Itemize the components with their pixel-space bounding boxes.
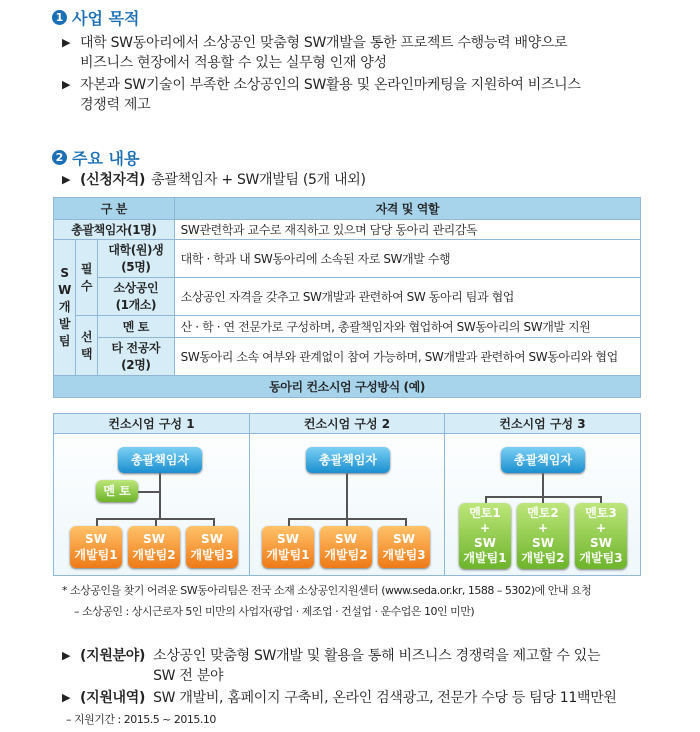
support-detail-bullet (62, 688, 692, 708)
purpose-bullet-2 (62, 75, 682, 115)
team-vertical-label: S W 개 발 팀 (54, 240, 76, 376)
support-field-line1: 소상공인 맞춤형 SW개발 및 활용을 통해 비즈니스 경쟁력을 제고할 수 있는 (153, 648, 601, 664)
connector-line (405, 518, 407, 526)
dev-team-box (262, 526, 314, 568)
team-line: SW (201, 532, 223, 546)
student-desc: 대학 · 학과 내 SW동아리에 소속된 자로 SW개발 수행 (174, 240, 640, 278)
other-major-label (98, 338, 175, 376)
purpose-bullet-1 (62, 33, 682, 73)
team-line: 개발팀3 (382, 548, 426, 562)
support-field-label: (지원분야) (80, 648, 146, 664)
bullet-line: 비즈니스 현장에서 적용할 수 있는 실무형 인재 양성 (80, 55, 387, 71)
mentor-team-box (459, 503, 511, 569)
student-label (98, 240, 175, 278)
connector-line (159, 472, 161, 519)
eligibility-bullet (62, 170, 682, 190)
leader-box: 총괄책임자 (501, 447, 585, 473)
consortium-title: 컨소시엄 구성 2 (250, 414, 444, 434)
team-line: SW (393, 532, 415, 546)
eligibility-text: 총괄책임자 + SW개발팀 (5개 내외) (151, 172, 366, 188)
support-field-bullet (62, 646, 692, 686)
team-line: SW (335, 532, 357, 546)
team-line: SW (590, 536, 612, 550)
team-line: + (537, 521, 549, 535)
team-line: + (595, 521, 607, 535)
bullet-line: 자본과 SW기술이 부족한 소상공인의 SW활용 및 온라인마케팅을 지원하여 비즈니스 (80, 77, 581, 93)
number-badge: 1 (52, 10, 67, 25)
mentor-label: 멘 토 (98, 316, 175, 338)
other-label-line1: 타 전공자 (111, 340, 161, 355)
mentor-team-box (517, 503, 569, 569)
manager-label: 총괄책임자(1명) (54, 220, 175, 240)
note-star: * 소상공인을 찾기 어려운 SW동아리팀은 전국 소재 소상공인지원센터 (www.seda.or.kr, 1588 – 5302)에 안내 요청 (62, 584, 592, 597)
support-detail-text: SW 개발비, 홈페이지 구축비, 온라인 검색광고, 전문가 수당 등 팀당 11백만원 (153, 690, 617, 706)
consortium-title: 컨소시엄 구성 1 (54, 414, 249, 434)
team-line: 개발팀3 (190, 548, 234, 562)
required-vertical-label: 필 수 (76, 240, 98, 316)
consortium-title: 컨소시엄 구성 3 (445, 414, 640, 434)
number-badge: 2 (52, 150, 67, 165)
section-2-heading: 주요 내용 (72, 149, 140, 168)
connector-line (213, 518, 215, 526)
team-line: SW (143, 532, 165, 546)
consortium-header: 동아리 컨소시엄 구성방식 (예) (54, 376, 641, 398)
team-line: 개발팀2 (132, 548, 176, 562)
mentor-box: 멘 토 (96, 480, 138, 502)
connector-line (288, 518, 290, 526)
merchant-label-line2: (1개소) (115, 297, 157, 312)
team-line: SW (277, 532, 299, 546)
team-line: 개발팀3 (579, 551, 623, 565)
dev-team-box (128, 526, 180, 568)
support-period: – 지원기간 : 2015.5 ~ 2015.10 (66, 713, 216, 726)
team-line: 개발팀1 (463, 551, 507, 565)
dev-team-box (70, 526, 122, 568)
triangle-bullet-icon: ▶ (62, 36, 71, 49)
manager-desc: SW관련학과 교수로 재직하고 있으며 담당 동아리 관리감독 (174, 220, 640, 240)
team-line: 멘토2 (527, 506, 559, 520)
mentor-team-box (575, 503, 627, 569)
team-line: 개발팀1 (74, 548, 118, 562)
mentor-desc: 산 · 학 · 연 전문가로 구성하며, 총괄책임자와 협업하여 SW동아리의 SW개발 지원 (174, 316, 640, 338)
merchant-label-line1: 소상공인 (113, 280, 159, 295)
team-line: SW (474, 536, 496, 550)
merchant-label (98, 278, 175, 316)
student-label-line2: (5명) (121, 259, 151, 274)
team-line: 개발팀1 (266, 548, 310, 562)
consortium-panel-3 (444, 413, 641, 576)
consortium-panel-2 (249, 413, 445, 576)
team-line: 멘토1 (469, 506, 501, 520)
dev-team-box (320, 526, 372, 568)
support-field-line2: SW 전 분야 (153, 668, 224, 684)
section-2-title (52, 146, 139, 169)
eligibility-label: (신청자격) (80, 172, 146, 188)
other-major-desc: SW동아리 소속 여부와 관계없이 참여 가능하며, SW개발과 관련하여 SW동아리와 협업 (174, 338, 640, 376)
dev-team-box (378, 526, 430, 568)
team-line: SW (85, 532, 107, 546)
optional-vertical-label: 선 택 (76, 316, 98, 376)
triangle-bullet-icon: ▶ (62, 173, 71, 186)
note-dash: – 소상공인 : 상시근로자 5인 미만의 사업자(광업 · 제조업 · 건설업 · 운수업은 10인 미만) (74, 605, 475, 618)
team-line: + (479, 521, 491, 535)
connector-line (542, 472, 544, 497)
connector-line (346, 472, 348, 519)
connector-line (96, 518, 98, 526)
support-detail-label: (지원내역) (80, 690, 146, 706)
team-line: 개발팀2 (324, 548, 368, 562)
connector-line (346, 518, 348, 526)
table-header-role: 자격 및 역할 (174, 198, 640, 220)
triangle-bullet-icon: ▶ (62, 78, 71, 91)
student-label-line1: 대학(원)생 (108, 242, 164, 257)
team-line: 멘토3 (585, 506, 617, 520)
section-1-title (52, 6, 139, 29)
bullet-line: 경쟁력 제고 (80, 97, 151, 113)
bullet-line: 대학 SW동아리에서 소상공인 맞춤형 SW개발을 통한 프로젝트 수행능력 배양으로 (80, 35, 568, 51)
leader-box: 총괄책임자 (306, 447, 390, 473)
merchant-desc: 소상공인 자격을 갖추고 SW개발과 관련하여 SW 동아리 팀과 협업 (174, 278, 640, 316)
consortium-panel-1 (53, 413, 250, 576)
leader-box: 총괄책임자 (118, 447, 202, 473)
triangle-bullet-icon: ▶ (62, 691, 71, 704)
dev-team-box (186, 526, 238, 568)
connector-line (155, 518, 157, 526)
triangle-bullet-icon: ▶ (62, 649, 71, 662)
team-line: SW (532, 536, 554, 550)
table-header-category: 구 분 (54, 198, 175, 220)
section-1-heading: 사업 목적 (72, 9, 140, 28)
other-label-line2: (2명) (121, 357, 151, 372)
eligibility-table (53, 197, 641, 398)
team-line: 개발팀2 (521, 551, 565, 565)
